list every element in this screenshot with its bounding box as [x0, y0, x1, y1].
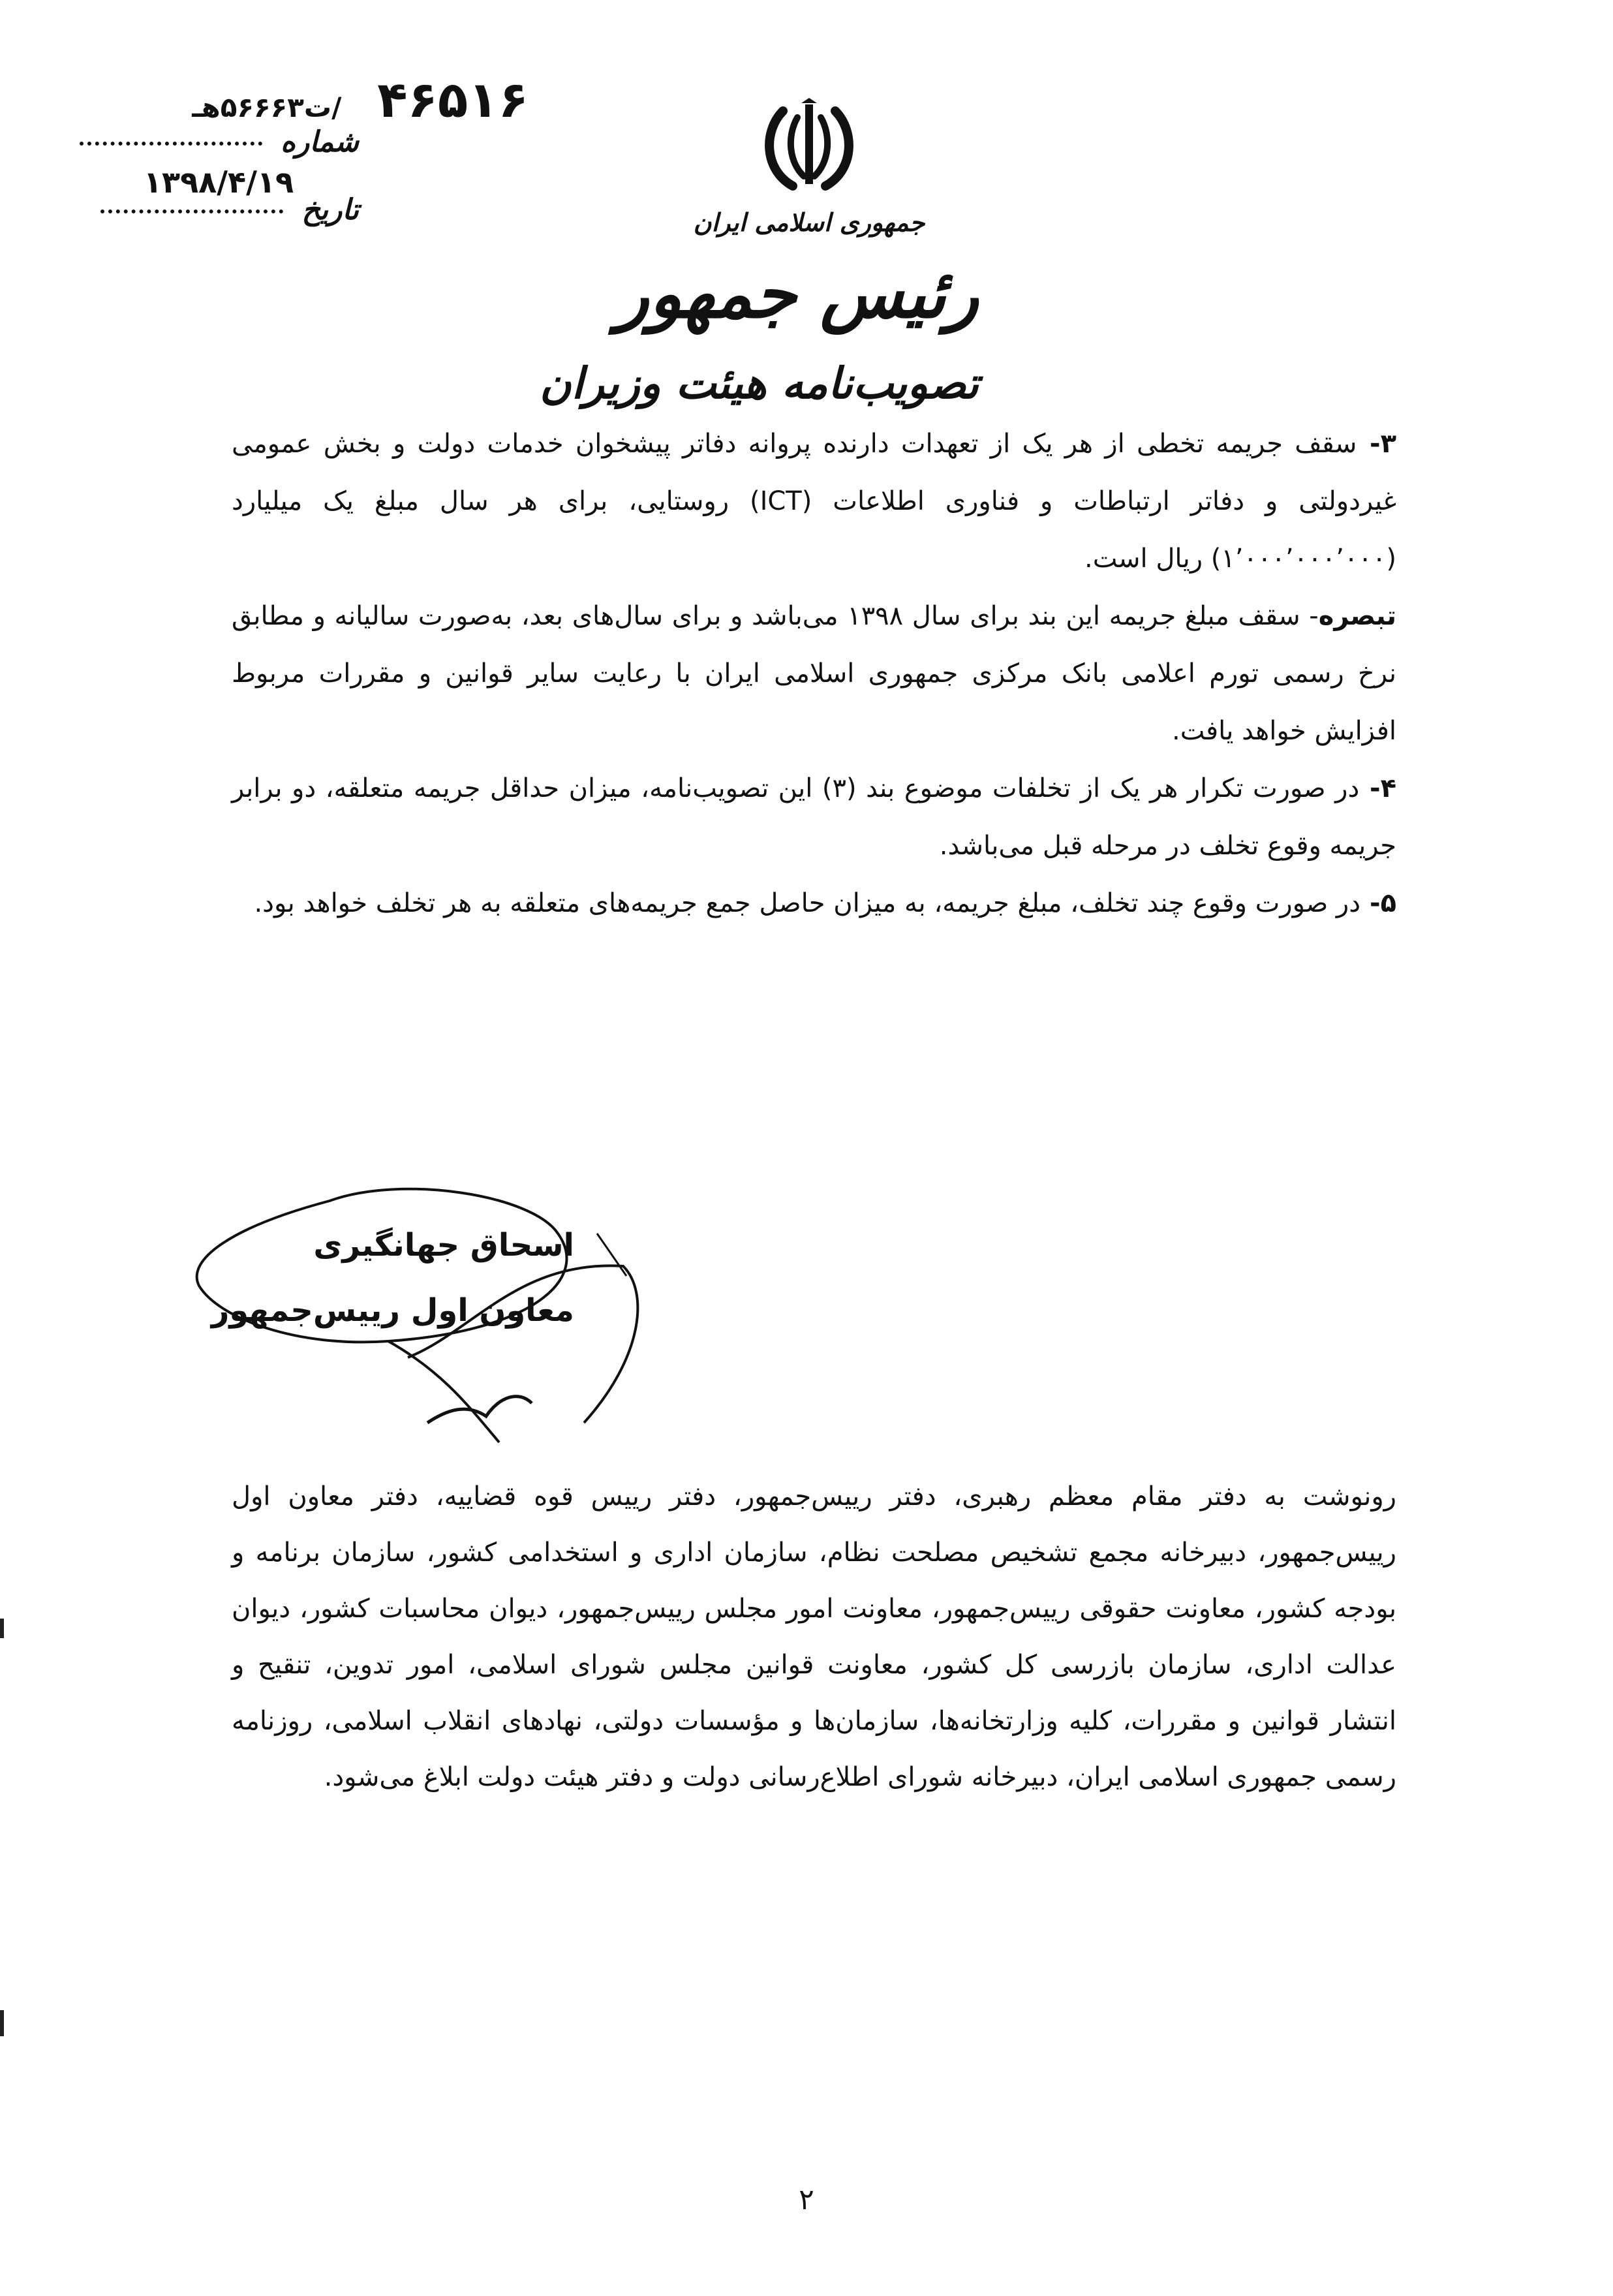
republic-title: جمهوری اسلامی ایران: [693, 208, 925, 237]
note-paragraph: [232, 587, 1396, 764]
note-lead: تبصره: [1318, 601, 1396, 631]
registration-number-main: ۴۶۵۱۶: [377, 70, 529, 129]
registration-number-code: /ت۵۶۶۶۳هـ: [192, 91, 342, 123]
item-3-text: سقف جریمه تخطی از هر یک از تعهدات دارنده پروانه دفاتر پیشخوان خدمات دولت و بخش عمومی غیردولتی و دفاتر ارتباطات و فناوری اطلاعات (ICT) روستایی، برای هر سال مبلغ یک میلیارد (۱٬۰۰۰٬۰۰۰٬۰۰۰) ریال است.: [232, 429, 1396, 574]
signatory-title: معاون اول رییس‌جمهور: [211, 1292, 574, 1329]
date-value: ۱۳۹۸/۴/۱۹: [143, 164, 294, 200]
scan-edge-mark: [0, 1619, 4, 1638]
page-number: ۲: [799, 2183, 814, 2216]
office-title: رئیس جمهور: [616, 253, 979, 334]
item-5-number: ۵-: [1360, 888, 1396, 918]
number-dotted-line: [80, 142, 262, 146]
scan-edge-mark: [0, 2010, 4, 2036]
document-type-title: تصویب‌نامه هیئت وزیران: [540, 358, 979, 409]
number-label: شماره: [280, 125, 359, 159]
signatory-name: اسحاق جهانگیری: [313, 1227, 574, 1264]
item-4-paragraph: [232, 760, 1396, 877]
number-field: [117, 125, 359, 164]
date-field: [117, 193, 359, 232]
note-text: - سقف مبلغ جریمه این بند برای سال ۱۳۹۸ می‌باشد و برای سال‌های بعد، به‌صورت سالیانه و مطابق نرخ رسمی تورم اعلامی بانک مرکزی جمهوری اسلامی ایران با رعایت سایر قوانین و مقررات مربوط افزایش خواهد یافت.: [232, 601, 1396, 746]
item-4-text: در صورت تکرار هر یک از تخلفات موضوع بند (۳) این تصویب‌نامه، میزان حداقل جریمه متعلقه، دو برابر جریمه وقوع تخلف در مرحله قبل می‌باشد.: [232, 773, 1396, 861]
date-label: تاریخ: [301, 193, 359, 226]
item-5-text: در صورت وقوع چند تخلف، مبلغ جریمه، به میزان حاصل جمع جریمه‌های متعلقه به هر تخلف خواهد بود.: [254, 888, 1361, 918]
date-dotted-line: [100, 209, 283, 213]
item-5-paragraph: [232, 875, 1396, 992]
item-3-number: ۳-: [1357, 429, 1396, 459]
item-4-number: ۴-: [1359, 773, 1397, 803]
registration-number: [98, 70, 529, 129]
emblem-icon: [757, 98, 861, 196]
item-3-paragraph: [232, 415, 1396, 591]
copy-recipients-paragraph: رونوشت به دفتر مقام معظم رهبری، دفتر رییس‌جمهور، دفتر رییس قوه قضاییه، دفتر معاون اول رییس‌جمهور، دبیرخانه مجمع تشخیص مصلحت نظام، سازمان اداری و استخدامی کشور، سازمان برنامه و بودجه کشور، معاونت حقوقی رییس‌جمهور، معاونت امور مجلس رییس‌جمهور، دیوان محاسبات کشور، دیوان عدالت اداری، سازمان بازرسی کل کشور، معاونت قوانین مجلس شورای اسلامی، امور تدوین، تنقیح و انتشار قوانین و مقررات، کلیه وزارتخانه‌ها، سازمان‌ها و مؤسسات دولتی، نهادهای انقلاب اسلامی، روزنامه رسمی جمهوری اسلامی ایران، دبیرخانه شورای اطلاع‌رسانی دولت و دفتر هیئت دولت ابلاغ می‌شود.: [232, 1482, 1396, 1792]
